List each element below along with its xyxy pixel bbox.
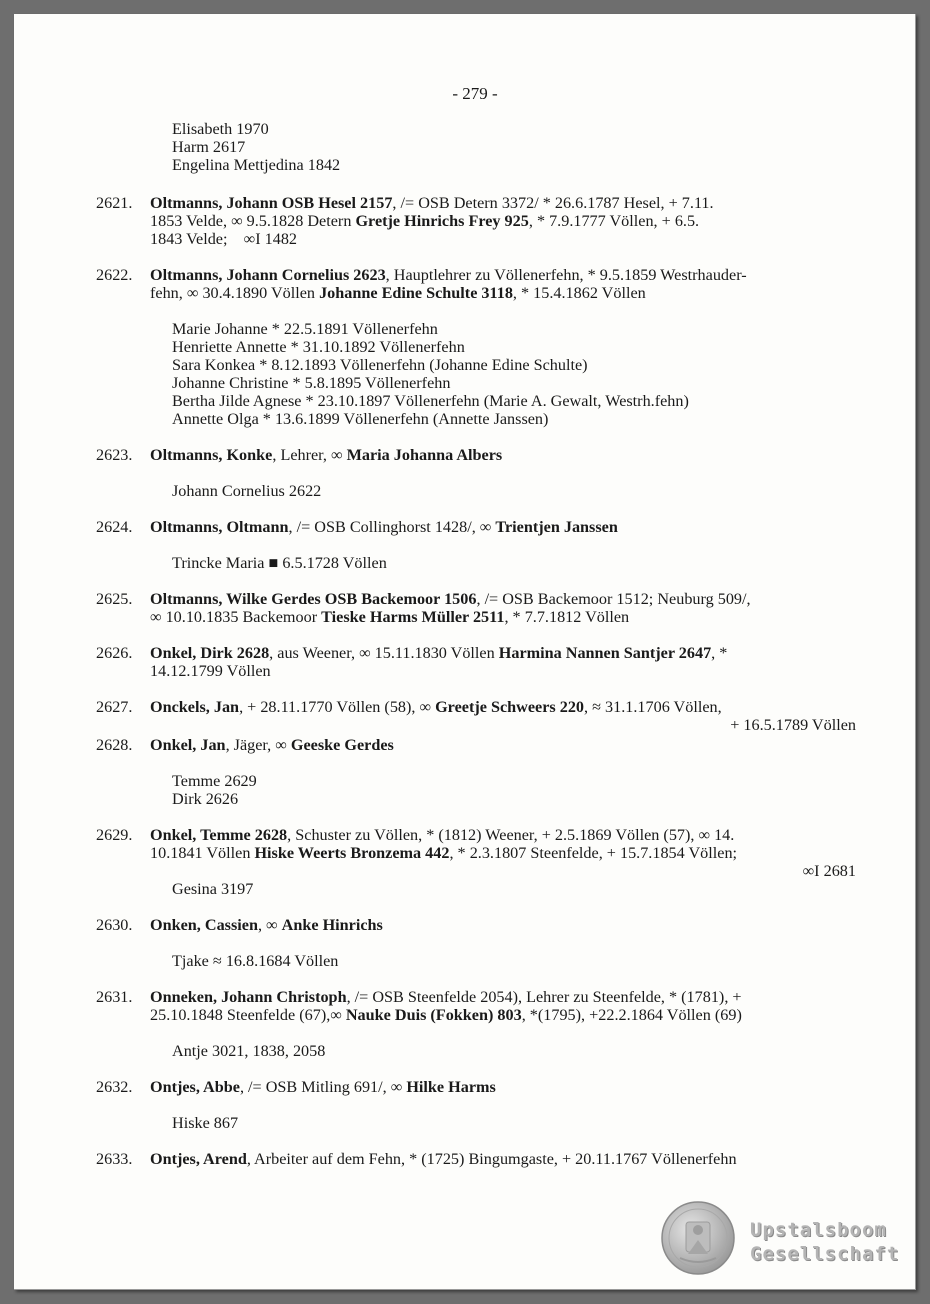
list-item: Marie Johanne * 22.5.1891 Völlenerfehn [172,320,438,338]
entry-name: Oltmanns, Oltmann [150,518,289,536]
entry-2625: 2625. Oltmanns, Wilke Gerdes OSB Backemoor 1506, /= OSB Backemoor 1512; Neuburg 509/, ∞ 10.10.1835 Backemoor Tieske Harms Müller 2511, * 7.7.1812 Völlen [96,590,751,626]
list-item: Temme 2629 [172,772,257,790]
spouse-name: Geeske Gerdes [290,736,394,754]
entry-2622: 2622. Oltmanns, Johann Cornelius 2623, Hauptlehrer zu Völlenerfehn, * 9.5.1859 Westrhauder- fehn, ∞ 30.4.1890 Völlen Johanne Edine Schulte 3118, * 15.4.1862 Völlen [96,266,747,302]
entry-name: Ontjes, Abbe [150,1078,240,1096]
spouse-name: Gretje Hinrichs Frey 925 [355,212,529,230]
entry-2626: 2626. Onkel, Dirk 2628, aus Weener, ∞ 15.11.1830 Völlen Harmina Nannen Santjer 2647, * 14.12.1799 Völlen [96,644,728,680]
entry-number: 2625. [96,590,133,608]
list-item: Elisabeth 1970 [172,120,269,138]
spouse-name: Maria Johanna Albers [346,446,503,464]
entry-2624: 2624. Oltmanns, Oltmann, /= OSB Collinghorst 1428/, ∞ Trientjen Janssen [96,518,618,536]
entry-name: Onkel, Dirk 2628 [150,644,270,662]
children-list [14,1042,916,1060]
spouse-name: Hiske Weerts Bronzema 442 [254,844,450,862]
entry-2630: 2630. Onken, Cassien, ∞ Anke Hinrichs [96,916,383,934]
entry-number: 2629. [96,826,133,844]
list-item: Dirk 2626 [172,790,239,808]
entry-number: 2628. [96,736,133,754]
entry-name: Onken, Cassien [150,916,258,934]
list-item: Harm 2617 [172,138,246,156]
spouse-name: Johanne Edine Schulte 3118 [319,284,513,302]
entry-number: 2621. [96,194,133,212]
entry-number: 2627. [96,698,133,716]
document-page [14,14,916,1290]
entry-2628: 2628. Onkel, Jan, Jäger, ∞ Geeske Gerdes [96,736,394,754]
list-item: Johann Cornelius 2622 [172,482,322,500]
entry-number: 2633. [96,1150,133,1168]
list-item: Johanne Christine * 5.8.1895 Völlenerfehn [172,374,451,392]
entry-number: 2623. [96,446,133,464]
list-item: Annette Olga * 13.6.1899 Völlenerfehn (Annette Janssen) [172,410,549,428]
entry-name: Ontjes, Arend [150,1150,247,1168]
entry-2627: 2627. Onckels, Jan, + 28.11.1770 Völlen (58), ∞ Greetje Schweers 220, ≈ 31.1.1706 Völlen, [96,698,722,716]
entry-2633: 2633. Ontjes, Arend, Arbeiter auf dem Fehn, * (1725) Bingumgaste, + 20.11.1767 Völlenerfehn [96,1150,737,1168]
children-list [14,952,916,970]
seal-icon [660,1200,736,1276]
list-item: Sara Konkea * 8.12.1893 Völlenerfehn (Johanne Edine Schulte) [172,356,588,374]
list-item: Bertha Jilde Agnese * 23.10.1897 Völlenerfehn (Marie A. Gewalt, Westrh.fehn) [172,392,689,410]
spouse-name: Trientjen Janssen [495,518,618,536]
spouse-name: Anke Hinrichs [281,916,383,934]
list-item: Henriette Annette * 31.10.1892 Völlenerfehn [172,338,465,356]
list-item: Tjake ≈ 16.8.1684 Völlen [172,952,339,970]
list-item: Hiske 867 [172,1114,239,1132]
entry-2623: 2623. Oltmanns, Konke, Lehrer, ∞ Maria Johanna Albers [96,446,503,464]
list-item: Trincke Maria ■ 6.5.1728 Völlen [172,554,387,572]
children-list [14,482,916,500]
entry-2629: 2629. Onkel, Temme 2628, Schuster zu Völlen, * (1812) Weener, + 2.5.1869 Völlen (57), ∞ 14. 10.1841 Völlen Hiske Weerts Bronzema 442, * 2.3.1807 Steenfelde, + 15.7.1854 Völlen; [96,826,738,862]
spouse-name: Harmina Nannen Santjer 2647 [498,644,712,662]
entry-2632: 2632. Ontjes, Abbe, /= OSB Mitling 691/, ∞ Hilke Harms [96,1078,496,1096]
entry-name: Onckels, Jan [150,698,240,716]
spouse-name: Greetje Schweers 220 [435,698,585,716]
entry-name: Onneken, Johann Christoph [150,988,347,1006]
children-list [14,320,916,428]
entry-number: 2632. [96,1078,133,1096]
list-item: Antje 3021, 1838, 2058 [172,1042,326,1060]
entry-2621: 2621. Oltmanns, Johann OSB Hesel 2157, /= OSB Detern 3372/ * 26.6.1787 Hesel, + 7.11. 1853 Velde, ∞ 9.5.1828 Detern Gretje Hinrichs Frey 925, * 7.9.1777 Völlen, + 6.5. 1843 Velde; ∞I 1482 [96,194,714,248]
list-item: Engelina Mettjedina 1842 [172,156,341,174]
list-item: Gesina 3197 [172,880,254,898]
entry-name: Onkel, Jan [150,736,226,754]
page-number: - 279 - [452,84,498,103]
entry-name: Oltmanns, Konke [150,446,273,464]
children-list [14,772,916,808]
entry-number: 2626. [96,644,133,662]
watermark-text [750,1218,899,1266]
children-list [14,120,916,174]
page-content: Elisabeth 1970 Harm 2617 Engelina Mettjedina 1842 2621. Oltmanns, Johann OSB Hesel 2157, /= OSB Detern 3372/ * 26.6.1787 Hesel, + 7.11. 1853 Velde, ∞ 9.5.1828 Detern Gretje Hinrichs Frey 925, * 7.9.1777 Völlen, + 6.5. 1843 Velde; ∞I 1482 2622. Oltmanns, Johann Cornelius 2623, Hauptlehrer zu Völlenerfehn, * 9.5.1859 Westrhauder- fehn, ∞ 30.4.1890 Völlen Johanne Edine Schulte 3118, * 15.4.1862 Völlen Marie Johanne * 22.5.1891 Völlenerfehn Henriette Annette * 31.10.1892 Völlenerfehn Sara Konkea * 8.12.1893 Völlenerfehn (Johanne Edine Schulte) Johanne Christine * 5.8.1895 Völlenerfehn Bertha Jilde Agnese * 23.10.1897 Völlenerfehn (Marie A. Gewalt, Westrh.fehn) Annette Olga * 13.6.1899 Völlenerfehn (Annette Janssen) 2623. Oltmanns, Konke, Lehrer, ∞ Maria Johanna Albers Johann Cornelius 2622 2624. Oltmanns, Oltmann, /= OSB Collinghorst 1428/, ∞ Trientjen Janssen Trincke Maria ■ 6.5.1728 Völlen 2625. Oltmanns, Wilke Gerdes OSB Backemoor 1506, /= OSB Backemoor 1512; Neuburg 509/, ∞ 10.10.1835 Backemoor Tieske Harms Müller 2511, * 7.7.1812 Völlen 2626. Onkel, Dirk 2628, aus Weener, ∞ 15.11.1830 Völlen Harmina Nannen Santjer 2647, * 14.12.1799 Völlen 2627. Onckels, Jan, + 28.11.1770 Völlen (58), ∞ Greetje Schweers 220, ≈ 31.1.1706 Völlen, + 16.5.1789 Völlen 2628. Onkel, Jan, Jäger, ∞ Geeske Gerdes Temme 2629 Dirk 2626 2629. Onkel, Temme 2628, Schuster zu Völlen, * (1812) Weener, + 2.5.1869 Völlen (57), ∞ 14. 10.1841 Völlen Hiske Weerts Bronzema 442, * 2.3.1807 Steenfelde, + 15.7.1854 Völlen; ∞I 2681 Gesina 3197 2630. Onken, Cassien, ∞ Anke Hinrichs Tjake ≈ 16.8.1684 Völlen 2631. Onneken, Johann Christoph, /= OSB Steenfelde 2054), Lehrer zu Steenfelde, * (1781), + 25.10.1848 Steenfelde (67),∞ Nauke Duis (Fokken) 803, *(1795), +22.2.1864 Völlen (69) Antje 3021, 1838, 2058 2632. Ontjes, Abbe, /= OSB Mitling 691/, ∞ Hilke Harms Hiske 867 2633. Ontjes, Arend, Arbeiter auf dem Fehn, * (1725) Bingumgaste, + 20.11.1767 Völlenerfehn [14,120,916,1168]
children-list [14,1114,916,1132]
spouse-name: Hilke Harms [406,1078,496,1096]
entry-name: Oltmanns, Johann Cornelius 2623 [150,266,386,284]
spouse-name: Tieske Harms Müller 2511 [321,608,505,626]
watermark-line-2: Gesellschaft [750,1243,900,1265]
spouse-name: Nauke Duis (Fokken) 803 [345,1006,522,1024]
children-list [14,554,916,572]
watermark-line-1: Upstalsboom [750,1219,887,1241]
entry-number: 2622. [96,266,133,284]
entry-number: 2630. [96,916,133,934]
entry-2631: 2631. Onneken, Johann Christoph, /= OSB Steenfelde 2054), Lehrer zu Steenfelde, * (1781), + 25.10.1848 Steenfelde (67),∞ Nauke Duis (Fokken) 803, *(1795), +22.2.1864 Völlen (69) [96,988,742,1024]
entry-name: Onkel, Temme 2628 [150,826,288,844]
entry-name: Oltmanns, Johann OSB Hesel 2157 [150,194,393,212]
children-list [14,880,916,898]
entry-number: 2631. [96,988,133,1006]
entry-name: Oltmanns, Wilke Gerdes OSB Backemoor 1506 [150,590,477,608]
entry-number: 2624. [96,518,133,536]
